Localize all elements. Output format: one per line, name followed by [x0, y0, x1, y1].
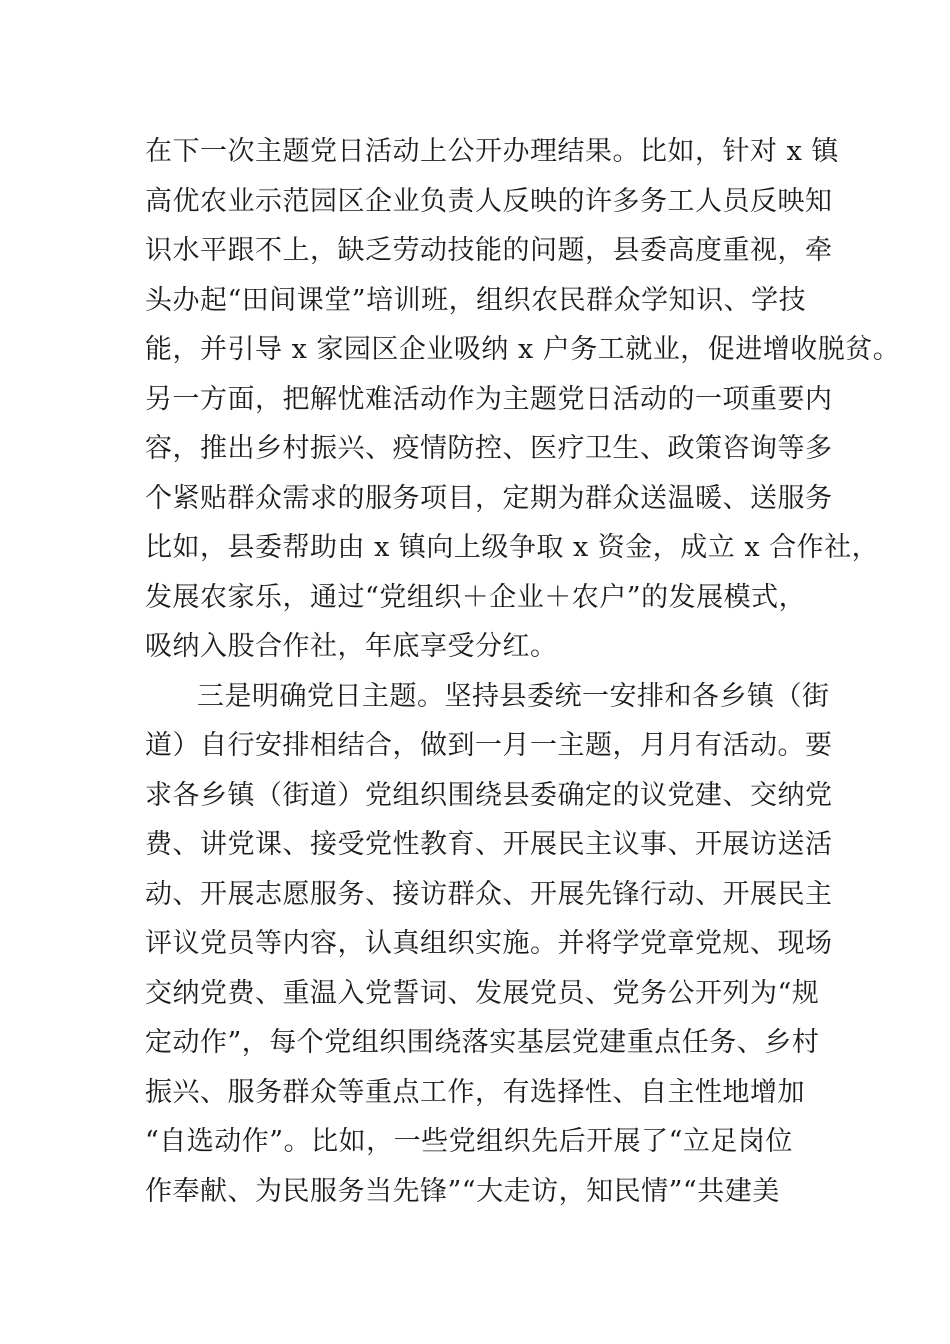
text-line: “自选动作”。比如，一些党组织先后开展了“立足岗位 — [145, 1126, 793, 1157]
text-line: 另一方面，把解忧难活动作为主题党日活动的一项重要内 — [145, 383, 833, 415]
body-text — [145, 127, 901, 1216]
text-line: 容，推出乡村振兴、疫情防控、医疗卫生、政策咨询等多 — [145, 433, 833, 464]
text-line: 作奉献、为民服务当先锋”“大走访，知民情”“共建美 — [145, 1175, 780, 1207]
text-line: 振兴、服务群众等重点工作，有选择性、自主性地增加 — [145, 1076, 805, 1108]
text-line: 吸纳入股合作社，年底享受分红。 — [145, 631, 558, 662]
text-line: 交纳党费、重温入党誓词、发展党员、党务公开列为“规 — [145, 977, 820, 1009]
text-line: 评议党员等内容，认真组织实施。并将学党章党规、现场 — [145, 928, 833, 959]
text-line: 比如，县委帮助由 x 镇向上级争取 x 资金，成立 x 合作社， — [145, 532, 880, 563]
text-line: 识水平跟不上，缺乏劳动技能的问题，县委高度重视，牵 — [145, 235, 833, 266]
text-line: 高优农业示范园区企业负责人反映的许多务工人员反映知 — [145, 185, 833, 217]
text-line: 个紧贴群众需求的服务项目，定期为群众送温暖、送服务 — [145, 482, 833, 514]
text-line: 费、讲党课、接受党性教育、开展民主议事、开展访送活 — [145, 829, 833, 860]
text-line: 在下一次主题党日活动上公开办理结果。比如，针对 x 镇 — [145, 136, 839, 167]
text-line: 求各乡镇（街道）党组织围绕县委确定的议党建、交纳党 — [145, 779, 833, 811]
paragraph-start-line: 三是明确党日主题。坚持县委统一安排和各乡镇（街 — [197, 680, 830, 712]
text-line: 发展农家乐，通过“党组织＋企业＋农户”的发展模式， — [145, 581, 807, 613]
text-line: 定动作”，每个党组织围绕落实基层党建重点任务、乡村 — [145, 1027, 820, 1058]
text-line: 道）自行安排相结合，做到一月一主题，月月有活动。要 — [145, 730, 833, 761]
text-line: 能，并引导 x 家园区企业吸纳 x 户务工就业，促进增收脱贫。 — [145, 334, 901, 365]
text-line: 头办起“田间课堂”培训班，组织农民群众学知识、学技 — [145, 284, 807, 316]
text-line: 动、开展志愿服务、接访群众、开展先锋行动、开展民主 — [145, 878, 833, 910]
